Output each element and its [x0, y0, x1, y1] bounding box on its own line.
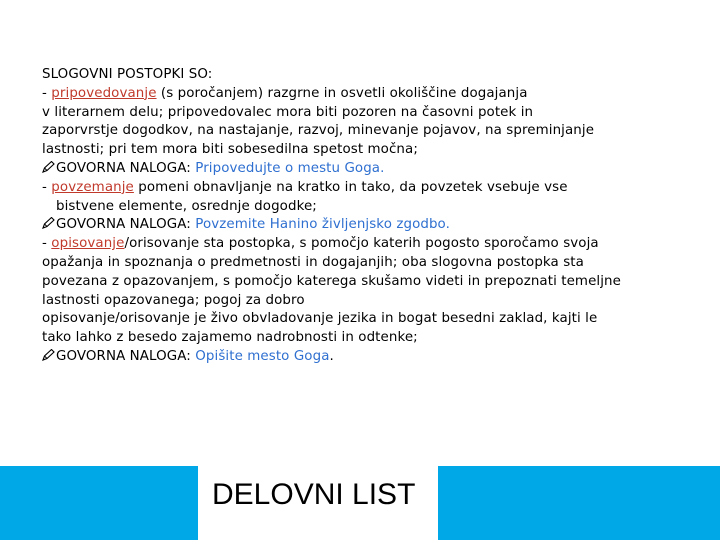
task-line: GOVORNA NALOGA: Opišite mesto Goga. [42, 348, 682, 367]
task-line: GOVORNA NALOGA: Pripovedujte o mestu Goga. [42, 160, 682, 179]
task-text: Povzemite Hanino življenjsko zgodbo. [195, 217, 450, 233]
task-line: GOVORNA NALOGA: Povzemite Hanino življenjsko zgodbo. [42, 216, 682, 235]
worksheet-label[interactable]: DELOVNI LIST [212, 478, 416, 511]
term-povzemanje: povzemanje [51, 179, 134, 195]
task-text: Pripovedujte o mestu Goga. [195, 160, 385, 176]
text-line: - pripovedovanje (s poročanjem) razgrne in osvetli okoliščine dogajanja [42, 85, 528, 101]
text-line: - povzemanje pomeni obnavljanje na kratko in tako, da povzetek vsebuje vse [42, 179, 568, 195]
text-line: - opisovanje/orisovanje sta postopka, s pomočjo katerih pogosto sporočamo svoja [42, 236, 599, 252]
text-line: v literarnem delu; pripovedovalec mora biti pozoren na časovni potek in [42, 104, 534, 120]
pencil-icon [42, 349, 55, 361]
task-text: Opišite mesto Goga [195, 348, 330, 364]
text-line: lastnosti opazovanega; pogoj za dobro [42, 292, 305, 308]
text-line: bistvene elemente, osrednje dogodke; [56, 198, 317, 214]
section-title: SLOGOVNI POSTOPKI SO: [42, 67, 213, 82]
text-line: tako lahko z besedo zajamemo nadrobnosti in odtenke; [42, 330, 418, 346]
text-line: opisovanje/orisovanje je živo obvladovanje jezika in bogat besedni zaklad, kajti le [42, 311, 598, 327]
text-line: zaporvrstje dogodkov, na nastajanje, razvoj, minevanje pojavov, na spreminjanje [42, 123, 595, 139]
text-line: opažanja in spoznanja o predmetnosti in dogajanjih; oba slogovna postopka sta [42, 254, 584, 270]
pencil-icon [42, 217, 55, 229]
text-line: lastnosti; pri tem mora biti sobesedilna spetost močna; [42, 142, 418, 158]
text-line: povezana z opazovanjem, s pomočjo katerega skušamo videti in prepoznati temeljne [42, 273, 621, 289]
term-opisovanje: opisovanje [51, 236, 125, 252]
pencil-icon [42, 161, 55, 173]
slide-text-block [42, 66, 682, 367]
term-pripovedovanje: pripovedovanje [51, 85, 157, 101]
